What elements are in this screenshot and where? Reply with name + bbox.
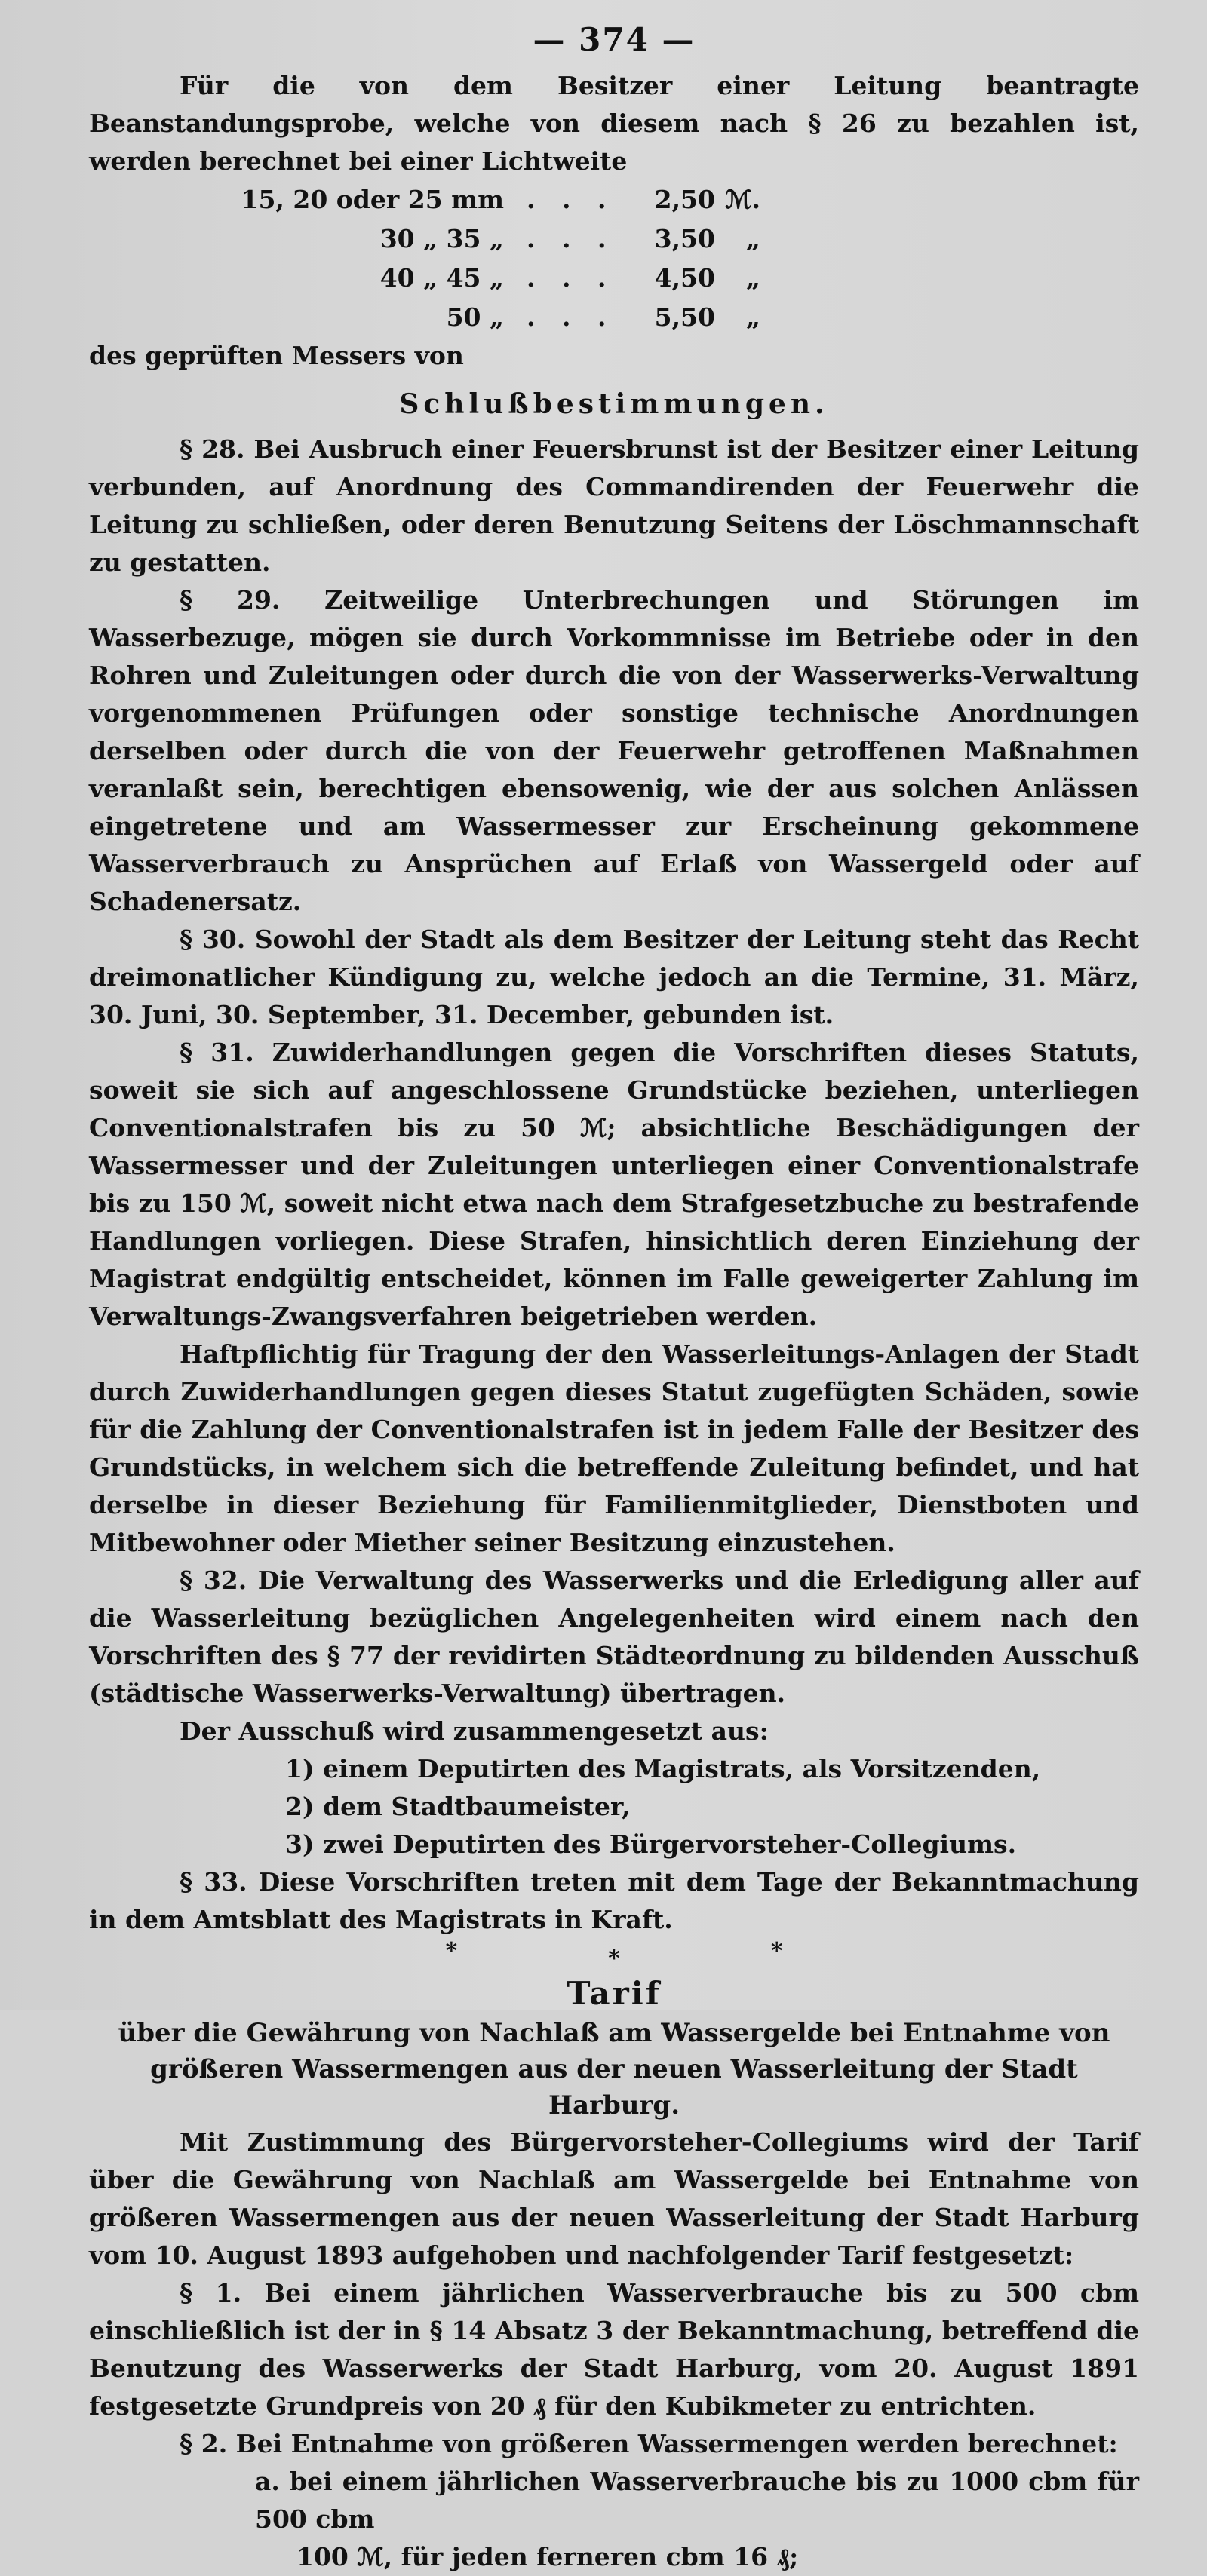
- fee-intro: Für die von dem Besitzer einer Leitung beantragte Beanstandungsprobe, welche von diesem nach § 26 zu bezahlen ist, werden berechnet bei einer Lichtweite: [89, 71, 1139, 176]
- divider-star: *: [608, 1946, 620, 1972]
- fee-dots: . . .: [527, 185, 616, 214]
- section-divider: [89, 1940, 1139, 1970]
- fee-table: [89, 180, 1139, 337]
- tarif-paragraph-1: § 1. Bei einem jährlichen Wasserverbrauche bis zu 500 cbm einschließlich ist der in § 14 Absatz 3 der Bekanntmachung, betreffend die Benutzung des Wasserwerks der Stadt Harburg, vom 20. August 1891 festgesetzte Grundpreis von 20 ₰ für den Kubikmeter zu entrichten.: [89, 2278, 1139, 2421]
- paragraph-32: § 32. Die Verwaltung des Wasserwerks und die Erledigung aller auf die Wasserleitung bezüglichen Angelegenheiten wird einem nach den Vorschriften des § 77 der revidirten Städteordnung zu bildenden Ausschuß (städtische Wasserwerks-Verwaltung) übertragen.: [89, 1566, 1139, 1708]
- tarif-intro: Mit Zustimmung des Bürgervorsteher-Collegiums wird der Tarif über die Gewährung von Nachlaß am Wassergelde bei Entnahme von größeren Wassermengen aus der neuen Wasserleitung der Stadt Harburg vom 10. August 1893 aufgehoben und nachfolgender Tarif festgesetzt:: [89, 2127, 1139, 2270]
- list-item: 3) zwei Deputirten des Bürgervorsteher-Collegiums.: [285, 1829, 1017, 1859]
- tarif-subtitle: über die Gewährung von Nachlaß am Wassergelde bei Entnahme von größeren Wassermengen aus der neuen Wasserleitung der Stadt Harburg.: [118, 2018, 1110, 2121]
- fee-size: 15, 20 oder 25 mm: [241, 185, 504, 214]
- fee-price: 2,50: [654, 185, 715, 214]
- list-item: 2) dem Stadtbaumeister,: [285, 1792, 631, 1821]
- paragraph-31: § 31. Zuwiderhandlungen gegen die Vorschriften dieses Statuts, soweit sie sich auf angeschlossene Grundstücke beziehen, unterliegen Conventionalstrafen bis zu 50 ℳ; absichtliche Beschädigungen der Wassermesser und der Zuleitungen unterliegen einer Conventionalstrafe bis zu 150 ℳ, soweit nicht etwa nach dem Strafgesetzbuche zu bestrafende Handlungen vorliegen. Diese Strafen, hinsichtlich deren Einziehung der Magistrat endgültig entscheidet, können im Falle geweigerter Zahlung im Verwaltungs-Zwangsverfahren beigetrieben werden.: [89, 1038, 1139, 1331]
- fee-unit: „: [746, 302, 760, 332]
- paragraph-32-composition: Der Ausschuß wird zusammengesetzt aus:: [180, 1716, 769, 1746]
- fee-price: 3,50: [654, 224, 715, 253]
- committee-list: [89, 1750, 1139, 1863]
- fee-dots: . . .: [527, 302, 616, 332]
- section-heading: Schlußbestimmungen.: [399, 388, 829, 420]
- divider-star: *: [770, 1938, 783, 1964]
- fee-unit: „: [746, 263, 760, 293]
- fee-row: [89, 298, 1139, 337]
- tarif-title: Tarif: [567, 1975, 662, 2012]
- fee-outro: des geprüften Messers von: [89, 341, 464, 370]
- fee-row: [89, 219, 1139, 259]
- fee-size: 40 „ 45 „: [379, 263, 504, 293]
- fee-dots: . . .: [527, 224, 616, 253]
- fee-row: [89, 259, 1139, 298]
- list-item: 1) einem Deputirten des Magistrats, als Vorsitzenden,: [285, 1754, 1041, 1783]
- fee-size: 50 „: [446, 302, 504, 332]
- fee-dots: . . .: [527, 263, 616, 293]
- fee-row: [89, 180, 1139, 219]
- divider-star: *: [445, 1938, 458, 1964]
- paragraph-33: § 33. Diese Vorschriften treten mit dem Tage der Bekanntmachung in dem Amtsblatt des Magistrats in Kraft.: [89, 1867, 1139, 1934]
- paragraph-30: § 30. Sowohl der Stadt als dem Besitzer der Leitung steht das Recht dreimonatlicher Kündigung zu, welche jedoch an die Termine, 31. März, 30. Juni, 30. September, 31. December, gebunden ist.: [89, 925, 1139, 1029]
- tarif-item-a: a. bei einem jährlichen Wasserverbrauche bis zu 1000 cbm für 500 cbm: [255, 2467, 1139, 2534]
- paragraph-28: § 28. Bei Ausbruch einer Feuersbrunst ist der Besitzer einer Leitung verbunden, auf Anordnung des Commandirenden der Feuerwehr die Leitung zu schließen, oder deren Benutzung Seitens der Löschmannschaft zu gestatten.: [89, 434, 1139, 577]
- tarif-paragraph-2: § 2. Bei Entnahme von größeren Wassermengen werden berechnet:: [180, 2429, 1118, 2458]
- tarif-item-a-continuation: 100 ℳ, für jeden ferneren cbm 16 ₰;: [296, 2542, 799, 2571]
- paragraph-29: § 29. Zeitweilige Unterbrechungen und Störungen im Wasserbezuge, mögen sie durch Vorkommnisse im Betriebe oder in den Rohren und Zuleitungen oder durch die von der Wasserwerks-Verwaltung vorgenommenen Prüfungen oder sonstige technische Anordnungen derselben oder durch die von der Feuerwehr getroffenen Maßnahmen veranlaßt sein, berechtigen ebensowenig, wie der aus solchen Anlässen eingetretene und am Wassermesser zur Erscheinung gekommene Wasserverbrauch zu Ansprüchen auf Erlaß von Wassergeld oder auf Schadenersatz.: [89, 585, 1139, 916]
- fee-price: 4,50: [654, 263, 715, 293]
- fee-price: 5,50: [654, 302, 715, 332]
- fee-size: 30 „ 35 „: [379, 224, 504, 253]
- fee-unit: „: [746, 224, 760, 253]
- fee-unit: ℳ.: [725, 185, 760, 214]
- paragraph-31-liability: Haftpflichtig für Tragung der den Wasserleitungs-Anlagen der Stadt durch Zuwiderhandlungen gegen dieses Statut zugefügten Schäden, sowie für die Zahlung der Conventionalstrafen ist in jedem Falle der Besitzer des Grundstücks, in welchem sich die betreffende Zuleitung befindet, und hat derselbe in dieser Beziehung für Familienmitglieder, Dienstboten und Mitbewohner oder Miether seiner Besitzung einzustehen.: [89, 1339, 1139, 1557]
- page-number: — 374 —: [533, 21, 696, 58]
